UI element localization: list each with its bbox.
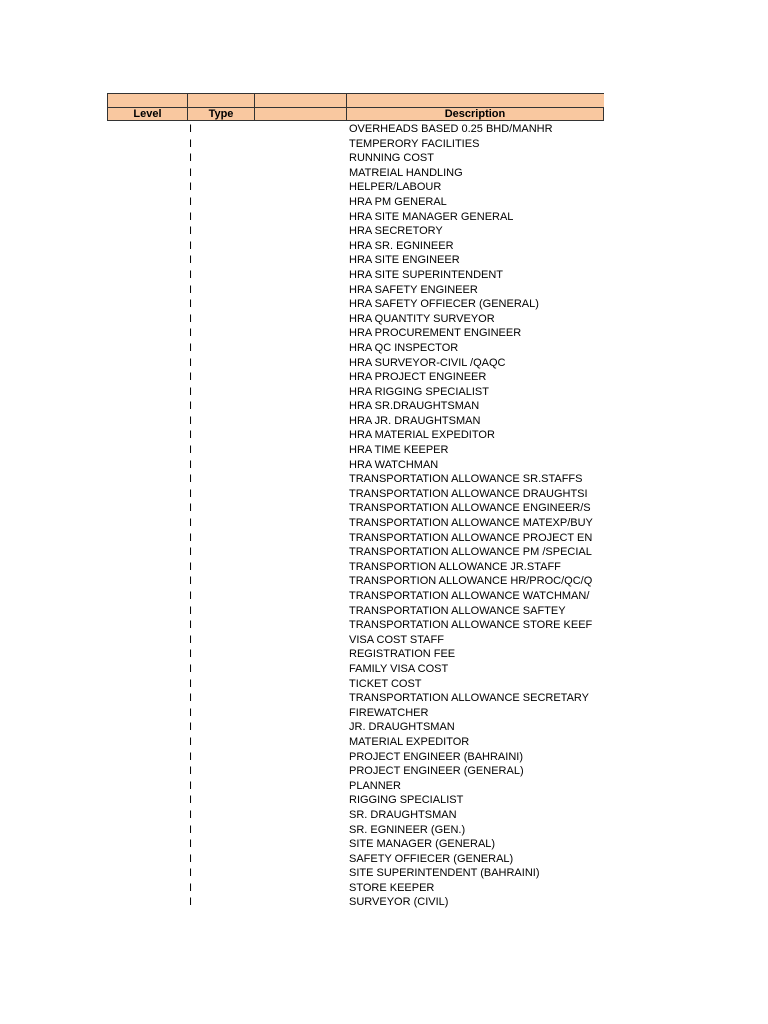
type-cell: I: [189, 735, 193, 748]
header-blank: [254, 107, 347, 121]
table-row: [107, 326, 604, 341]
description-cell: HRA PROJECT ENGINEER: [349, 371, 487, 384]
type-cell: I: [189, 560, 193, 573]
table-row: [107, 414, 604, 429]
type-cell: I: [189, 867, 193, 880]
description-cell: RIGGING SPECIALIST: [349, 794, 464, 807]
header-description: Description: [346, 107, 604, 121]
description-cell: HRA PM GENERAL: [349, 195, 447, 208]
type-cell: I: [189, 677, 193, 690]
type-cell: I: [189, 779, 193, 792]
type-cell: I: [189, 575, 193, 588]
type-cell: I: [189, 195, 193, 208]
description-cell: STORE KEEPER: [349, 881, 435, 894]
type-cell: I: [189, 692, 193, 705]
description-cell: HELPER/LABOUR: [349, 181, 442, 194]
table-row: [107, 793, 604, 808]
type-cell: I: [189, 137, 193, 150]
description-cell: HRA SITE ENGINEER: [349, 254, 460, 267]
table-row: [107, 720, 604, 735]
type-cell: I: [189, 852, 193, 865]
type-cell: I: [189, 429, 193, 442]
type-cell: I: [189, 458, 193, 471]
description-cell: HRA SR. EGNINEER: [349, 239, 454, 252]
description-cell: HRA PROCUREMENT ENGINEER: [349, 327, 522, 340]
type-cell: I: [189, 590, 193, 602]
table-row: [107, 210, 604, 225]
table-row: [107, 385, 604, 400]
table-row: [107, 706, 604, 721]
type-cell: I: [189, 312, 193, 325]
description-cell: TRANSPORTATION ALLOWANCE SR.STAFFS: [349, 473, 583, 486]
type-cell: I: [189, 633, 193, 646]
description-cell: JR. DRAUGHTSMAN: [349, 721, 455, 734]
table-row: [107, 516, 604, 531]
description-cell: TRANSPORTATION ALLOWANCE SAFTEY: [349, 604, 566, 617]
type-cell: I: [189, 823, 193, 836]
header-cell-empty-type: [187, 93, 255, 107]
type-cell: I: [189, 604, 193, 617]
type-cell: I: [189, 765, 193, 778]
table-row: [107, 852, 604, 867]
type-cell: I: [189, 181, 193, 194]
type-cell: I: [189, 166, 193, 179]
type-cell: I: [189, 356, 193, 369]
table-row: [107, 224, 604, 239]
description-cell: TRANSPORTATION ALLOWANCE PM /SPECIAL: [349, 546, 592, 559]
type-cell: I: [189, 414, 193, 427]
table-row: [107, 604, 604, 619]
type-cell: I: [189, 400, 193, 413]
type-cell: I: [189, 838, 193, 851]
description-cell: SR. EGNINEER (GEN.): [349, 823, 466, 836]
type-cell: I: [189, 648, 193, 661]
table-row: [107, 268, 604, 283]
description-cell: TRANSPORTATION ALLOWANCE SECRETARY: [349, 692, 590, 705]
table-row: [107, 677, 604, 692]
description-cell: REGISTRATION FEE: [349, 648, 456, 661]
type-cell: I: [189, 808, 193, 821]
description-cell: HRA MATERIAL EXPEDITOR: [349, 429, 495, 442]
header-row: [107, 107, 604, 121]
description-cell: FAMILY VISA COST: [349, 662, 449, 675]
type-cell: I: [189, 225, 193, 238]
table-row: [107, 647, 604, 662]
type-cell: I: [189, 152, 193, 165]
table-row: [107, 823, 604, 838]
description-cell: TRANSPORTATION ALLOWANCE ENGINEER/S: [349, 502, 591, 515]
description-cell: VISA COST STAFF: [349, 633, 444, 646]
type-cell: I: [189, 721, 193, 734]
description-cell: PROJECT ENGINEER (GENERAL): [349, 765, 524, 778]
description-cell: TRANSPORTION ALLOWANCE JR.STAFF: [349, 560, 561, 573]
description-cell: HRA SR.DRAUGHTSMAN: [349, 400, 480, 413]
description-cell: HRA SITE SUPERINTENDENT: [349, 268, 504, 281]
type-cell: I: [189, 385, 193, 398]
table-body: [107, 122, 604, 910]
description-cell: SITE SUPERINTENDENT (BAHRAINI): [349, 867, 540, 880]
type-cell: I: [189, 531, 193, 544]
type-cell: I: [189, 268, 193, 281]
table-row: [107, 180, 604, 195]
table-row: [107, 253, 604, 268]
table-row: [107, 122, 604, 137]
table-row: [107, 356, 604, 371]
description-cell: SURVEYOR (CIVIL): [349, 896, 449, 909]
description-cell: SAFETY OFFIECER (GENERAL): [349, 852, 514, 865]
table-row: [107, 399, 604, 414]
table-row: [107, 137, 604, 152]
type-cell: I: [189, 210, 193, 223]
type-cell: I: [189, 283, 193, 296]
type-cell: I: [189, 706, 193, 719]
type-cell: I: [189, 517, 193, 530]
type-cell: I: [189, 502, 193, 515]
description-cell: HRA TIME KEEPER: [349, 444, 449, 457]
table-row: [107, 501, 604, 516]
table-row: [107, 443, 604, 458]
description-cell: SITE MANAGER (GENERAL): [349, 838, 496, 851]
description-cell: TRANSPORTION ALLOWANCE HR/PROC/QC/Q: [349, 575, 593, 588]
table-row: [107, 283, 604, 298]
table-row: [107, 779, 604, 794]
description-cell: HRA RIGGING SPECIALIST: [349, 385, 489, 398]
table-row: [107, 195, 604, 210]
type-cell: I: [189, 881, 193, 894]
table-row: [107, 560, 604, 575]
header-cell-empty-level: [107, 93, 188, 107]
description-cell: SR. DRAUGHTSMAN: [349, 808, 457, 821]
type-cell: I: [189, 444, 193, 457]
description-cell: HRA SURVEYOR-CIVIL /QAQC: [349, 356, 506, 369]
type-cell: I: [189, 619, 193, 632]
table-row: [107, 370, 604, 385]
table-row: [107, 312, 604, 327]
table-row: [107, 428, 604, 443]
table-row: [107, 487, 604, 502]
table-row: [107, 297, 604, 312]
table-row: [107, 574, 604, 589]
table-row: [107, 750, 604, 765]
description-cell: MATERIAL EXPEDITOR: [349, 735, 470, 748]
table-row: [107, 633, 604, 648]
table-row: [107, 866, 604, 881]
table-row: [107, 764, 604, 779]
table-row: [107, 837, 604, 852]
description-cell: MATREIAL HANDLING: [349, 166, 463, 179]
description-cell: TRANSPORTATION ALLOWANCE MATEXP/BUY: [349, 517, 593, 530]
description-cell: TRANSPORTATION ALLOWANCE DRAUGHTSI: [349, 487, 588, 500]
type-cell: I: [189, 371, 193, 384]
type-cell: I: [189, 123, 193, 135]
table-row: [107, 618, 604, 633]
type-cell: I: [189, 473, 193, 486]
description-cell: FIREWATCHER: [349, 706, 429, 719]
type-cell: I: [189, 794, 193, 807]
table-row: [107, 662, 604, 677]
description-cell: HRA SAFETY ENGINEER: [349, 283, 478, 296]
description-cell: TRANSPORTATION ALLOWANCE WATCHMAN/: [349, 590, 590, 602]
table-row: [107, 881, 604, 896]
table-row: [107, 166, 604, 181]
table-row: [107, 531, 604, 546]
description-cell: PROJECT ENGINEER (BAHRAINI): [349, 750, 523, 763]
table-row: [107, 545, 604, 560]
description-cell: HRA SAFETY OFFIECER (GENERAL): [349, 298, 539, 311]
header-cell-empty-blank: [254, 93, 347, 107]
type-cell: I: [189, 341, 193, 354]
description-cell: OVERHEADS BASED 0.25 BHD/MANHR: [349, 123, 553, 135]
description-cell: TRANSPORTATION ALLOWANCE STORE KEEF: [349, 619, 593, 632]
description-cell: TEMPERORY FACILITIES: [349, 137, 480, 150]
type-cell: I: [189, 327, 193, 340]
description-cell: RUNNING COST: [349, 152, 434, 165]
description-cell: HRA SECRETORY: [349, 225, 443, 238]
header-cell-empty-description: [346, 93, 604, 107]
description-cell: HRA SITE MANAGER GENERAL: [349, 210, 514, 223]
table-row: [107, 472, 604, 487]
table-row: [107, 808, 604, 823]
table-row: [107, 458, 604, 473]
type-cell: I: [189, 662, 193, 675]
type-cell: I: [189, 750, 193, 763]
description-cell: HRA QC INSPECTOR: [349, 341, 459, 354]
type-cell: I: [189, 487, 193, 500]
header-level: Level: [107, 107, 188, 121]
type-cell: I: [189, 546, 193, 559]
type-cell: I: [189, 896, 193, 909]
description-cell: TRANSPORTATION ALLOWANCE PROJECT EN: [349, 531, 593, 544]
header-type: Type: [187, 107, 255, 121]
table-row: [107, 589, 604, 604]
table-row: [107, 341, 604, 356]
description-cell: PLANNER: [349, 779, 401, 792]
table-row: [107, 735, 604, 750]
description-cell: TICKET COST: [349, 677, 422, 690]
description-cell: HRA JR. DRAUGHTSMAN: [349, 414, 481, 427]
description-cell: HRA QUANTITY SURVEYOR: [349, 312, 495, 325]
table-row: [107, 691, 604, 706]
table-row: [107, 239, 604, 254]
description-cell: HRA WATCHMAN: [349, 458, 439, 471]
type-cell: I: [189, 239, 193, 252]
type-cell: I: [189, 254, 193, 267]
table-row: [107, 151, 604, 166]
table-row: [107, 895, 604, 910]
spreadsheet-table: [107, 93, 604, 909]
header-row-top: [107, 93, 604, 107]
type-cell: I: [189, 298, 193, 311]
